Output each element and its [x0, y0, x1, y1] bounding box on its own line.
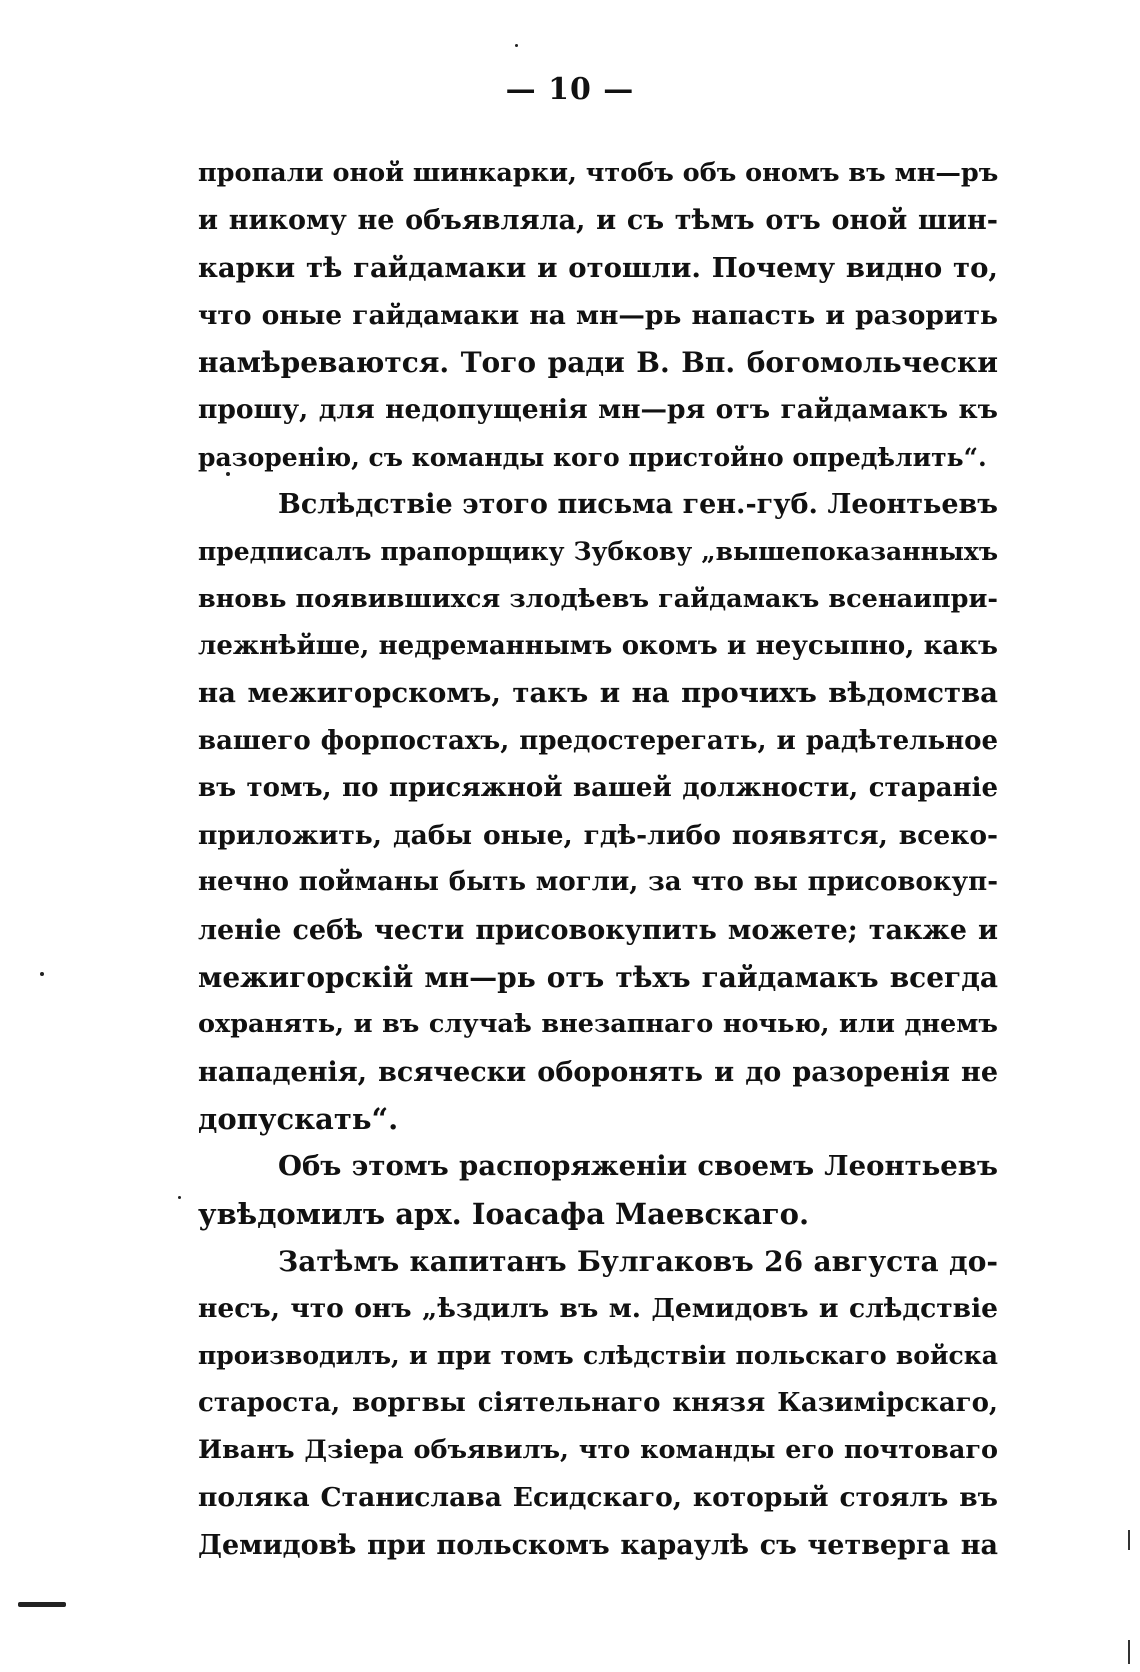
edge-tick [1128, 1640, 1130, 1664]
text-line: производилъ, и при томъ слѣдствіи польскаго войска [198, 1341, 998, 1371]
text-line: несъ, что онъ „ѣздилъ въ м. Демидовъ и слѣдствіе [198, 1293, 998, 1325]
text-line: Затѣмъ капитанъ Булгаковъ 26 августа до- [278, 1244, 998, 1278]
text-line: Демидовѣ при польскомъ караулѣ съ четверга на [198, 1529, 998, 1561]
text-line: староста, воргвы сіятельнаго князя Казимірскаго, [198, 1387, 998, 1418]
text-line: на межигорскомъ, такъ и на прочихъ вѣдомства [198, 677, 998, 710]
body-text [198, 150, 998, 1569]
text-line: предписалъ прапорщику Зубкову „вышепоказанныхъ [198, 537, 998, 567]
text-line: нечно пойманы быть могли, за что вы присовокуп- [198, 867, 998, 898]
text-line: увѣдомилъ арх. Іоасафа Маевскаго. [198, 1196, 810, 1231]
scan-speck [178, 1196, 181, 1199]
edge-tick [1128, 1530, 1130, 1550]
text-line: Иванъ Дзіера объявилъ, что команды его почтоваго [198, 1435, 998, 1466]
text-line: приложить, дабы оные, гдѣ-либо появятся, всеко- [198, 820, 998, 852]
text-line: допускать“. [198, 1101, 399, 1136]
text-line: въ томъ, по присяжной вашей должности, стараніе [198, 772, 998, 803]
text-line: карки тѣ гайдамаки и отошли. Почему видно то, [198, 251, 998, 284]
text-line: пропали оной шинкарки, чтобъ объ ономъ въ мн—ръ [198, 158, 998, 188]
margin-mark [18, 1602, 66, 1607]
scan-speck [226, 472, 230, 476]
text-line: и никому не объявляла, и съ тѣмъ отъ оной шин- [198, 205, 998, 237]
text-line: охранять, и въ случаѣ внезапнаго ночью, или днемъ [198, 1009, 998, 1040]
text-line: вновь появившихся злодѣевъ гайдамакъ всенаипри- [198, 583, 998, 614]
scan-speck [515, 44, 518, 47]
text-line: поляка Станислава Есидскаго, который стоялъ въ [198, 1482, 998, 1514]
page-number: — 10 — [505, 72, 635, 107]
text-line: лежнѣйше, недреманнымъ окомъ и неусыпно, какъ [198, 630, 998, 661]
text-line: межигорскій мн—рь отъ тѣхъ гайдамакъ всегда [198, 961, 998, 995]
text-line: вашего форпостахъ, предостерегать, и радѣтельное [198, 725, 998, 756]
text-line: Объ этомъ распоряженіи своемъ Леонтьевъ [278, 1150, 998, 1183]
text-line: что оные гайдамаки на мн—рь напасть и разорить [198, 299, 998, 331]
text-line: разоренію, съ команды кого пристойно опредѣлить“. [198, 442, 987, 472]
scan-speck [40, 972, 44, 976]
text-line: Вслѣдствіе этого письма ген.-губ. Леонтьевъ [278, 489, 998, 521]
text-line: прошу, для недопущенія мн—ря отъ гайдамакъ къ [198, 394, 998, 426]
text-line: леніе себѣ чести присовокупить можете; также и [198, 914, 998, 946]
text-line: нападенія, всячески оборонять и до разоренія не [198, 1056, 998, 1088]
text-line: намѣреваются. Того ради В. Вп. богомольчески [198, 346, 998, 380]
